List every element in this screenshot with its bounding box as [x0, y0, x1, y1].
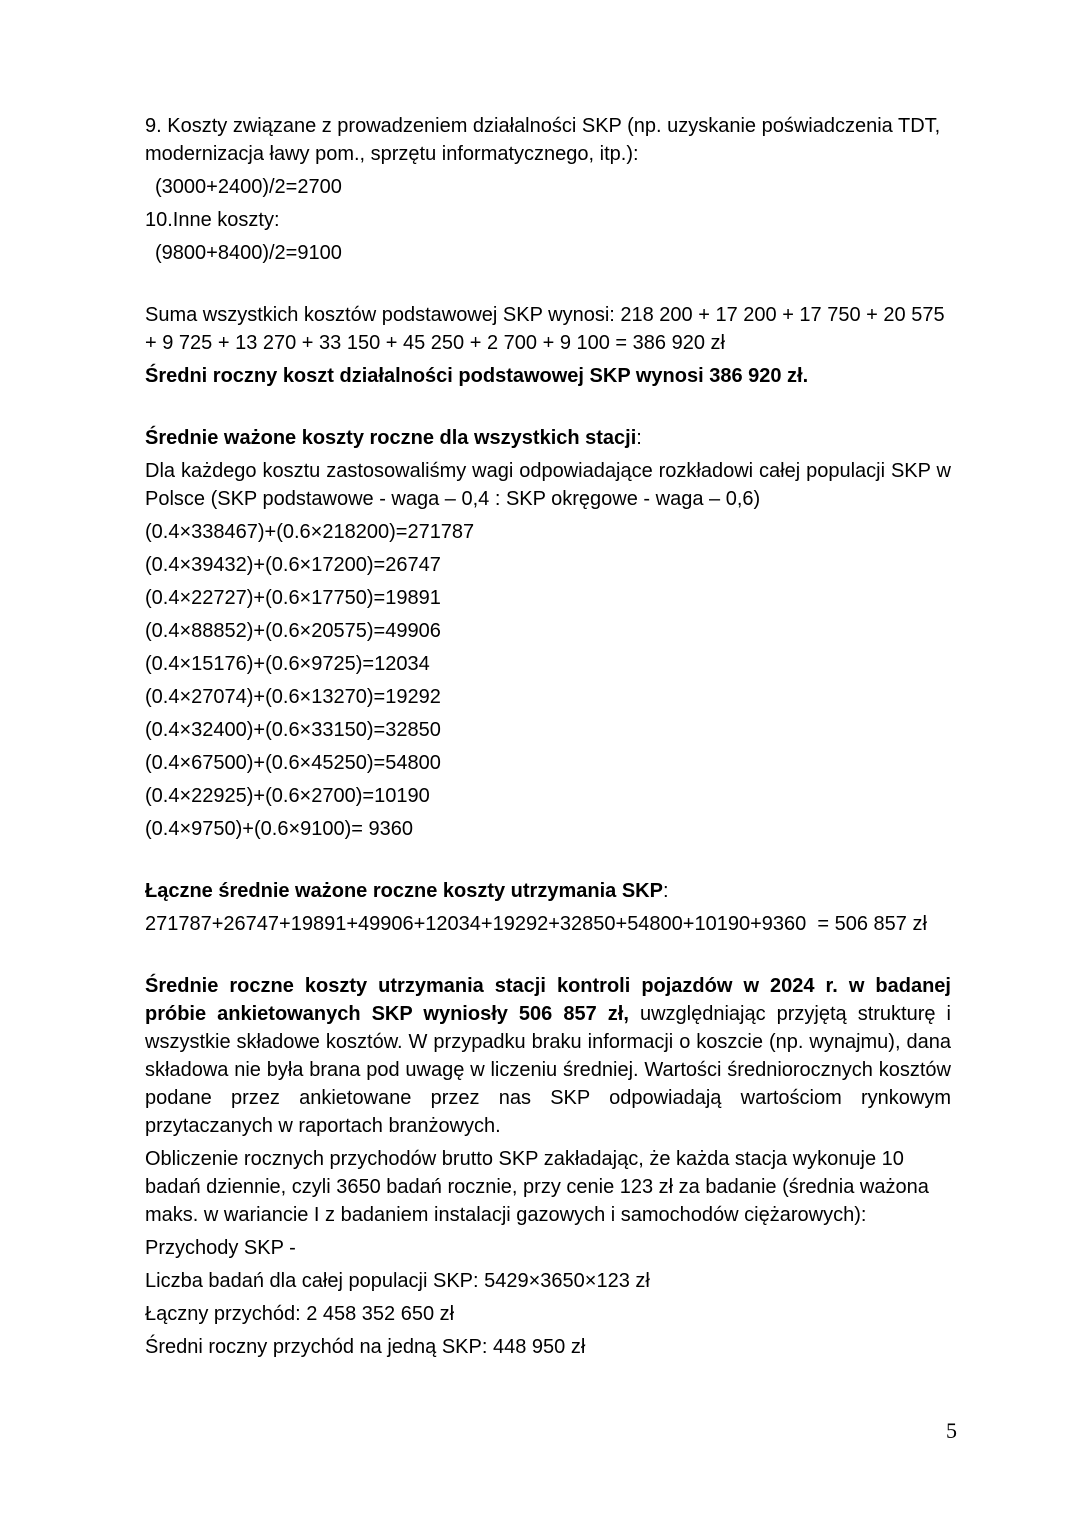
- heading-total-weighted-costs-text: Łączne średnie ważone roczne koszty utrzymania SKP: [145, 880, 663, 902]
- heading-weighted-costs-text: Średnie ważone koszty roczne dla wszystkich stacji: [145, 427, 637, 449]
- para-conclusion-rest: uwzględniając przyjętą strukturę i wszystkie składowe kosztów. W przypadku braku informacji o koszcie (np. wynajmu), dana składowa nie była brana pod uwagę w liczeniu średniej. Wartości średniorocznych kosztów podane przez ankietowane przez nas SKP odpowiadają wartościom rynkowym przytaczanych w raportach branżowych.: [145, 1003, 952, 1137]
- spacer: [145, 395, 951, 419]
- para-operating-costs: 9. Koszty związane z prowadzeniem działalności SKP (np. uzyskanie poświadczenia TDT, modernizacja ławy pom., sprzętu informatycznego, itp.):: [145, 115, 941, 165]
- spacer: [145, 272, 951, 296]
- para-total-basic-costs: Suma wszystkich kosztów podstawowej SKP wynosi: 218 200 + 17 200 + 17 750 + 20 575 + 9 725 + 13 270 + 33 150 + 45 250 + 2 700 + 9 100 = 386 920 zł: [145, 304, 945, 354]
- para-avg-revenue: Średni roczny przychód na jedną SKP: 448 950 zł: [145, 1336, 586, 1358]
- weighted-formula: (0.4×22925)+(0.6×2700)=10190: [145, 785, 430, 807]
- heading-weighted-costs-colon: :: [636, 427, 642, 449]
- para-avg-basic-cost: Średni roczny koszt działalności podstawowej SKP wynosi 386 920 zł.: [145, 365, 809, 387]
- heading-total-weighted-costs: [145, 877, 951, 905]
- para-conclusion-bold: Średnie roczne koszty utrzymania stacji kontroli pojazdów w 2024 r. w badanej próbie ankietowanych SKP wyniosły 506 857 zł,: [145, 975, 951, 1025]
- heading-total-weighted-costs-colon: :: [662, 880, 669, 902]
- weighted-formula: (0.4×15176)+(0.6×9725)=12034: [145, 653, 430, 675]
- weighted-formula: (0.4×39432)+(0.6×17200)=26747: [145, 554, 441, 576]
- para-weighted-sum: 271787+26747+19891+49906+12034+19292+32850+54800+10190+9360 = 506 857 zł: [145, 913, 927, 935]
- formula-operating-costs: (3000+2400)/2=2700: [155, 176, 342, 198]
- spacer: [145, 848, 951, 872]
- para-other-costs: 10.Inne koszty:: [145, 209, 280, 231]
- formula-other-costs: (9800+8400)/2=9100: [155, 242, 342, 264]
- page-number: 5: [946, 1418, 957, 1443]
- spacer: [145, 943, 951, 967]
- para-revenue-label: Przychody SKP -: [145, 1237, 296, 1259]
- weighted-formula: (0.4×338467)+(0.6×218200)=271787: [145, 521, 475, 543]
- weighted-formula: (0.4×9750)+(0.6×9100)= 9360: [145, 818, 413, 840]
- para-revenue-calculation: Obliczenie rocznych przychodów brutto SKP zakładając, że każda stacja wykonuje 10 badań dziennie, czyli 3650 badań rocznie, przy cenie 123 zł za badanie (średnia ważona maks. w wariancie I z badaniem instalacji gazowych i samochodów ciężarowych):: [145, 1148, 929, 1226]
- weighted-formula: (0.4×22727)+(0.6×17750)=19891: [145, 587, 441, 609]
- para-conclusion: [145, 972, 951, 1140]
- heading-weighted-costs: [145, 424, 951, 452]
- weighted-formula: (0.4×27074)+(0.6×13270)=19292: [145, 686, 441, 708]
- para-total-revenue: Łączny przychód: 2 458 352 650 zł: [145, 1303, 455, 1325]
- para-weights-explanation: Dla każdego kosztu zastosowaliśmy wagi odpowiadające rozkładowi całej populacji SKP w Polsce (SKP podstawowe - waga – 0,4 : SKP okręgowe - waga – 0,6): [145, 460, 951, 510]
- document-body: [145, 112, 951, 1366]
- para-tests-population: Liczba badań dla całej populacji SKP: 5429×3650×123 zł: [145, 1270, 650, 1292]
- weighted-formula: (0.4×32400)+(0.6×33150)=32850: [145, 719, 441, 741]
- weighted-formula: (0.4×88852)+(0.6×20575)=49906: [145, 620, 441, 642]
- weighted-formula: (0.4×67500)+(0.6×45250)=54800: [145, 752, 441, 774]
